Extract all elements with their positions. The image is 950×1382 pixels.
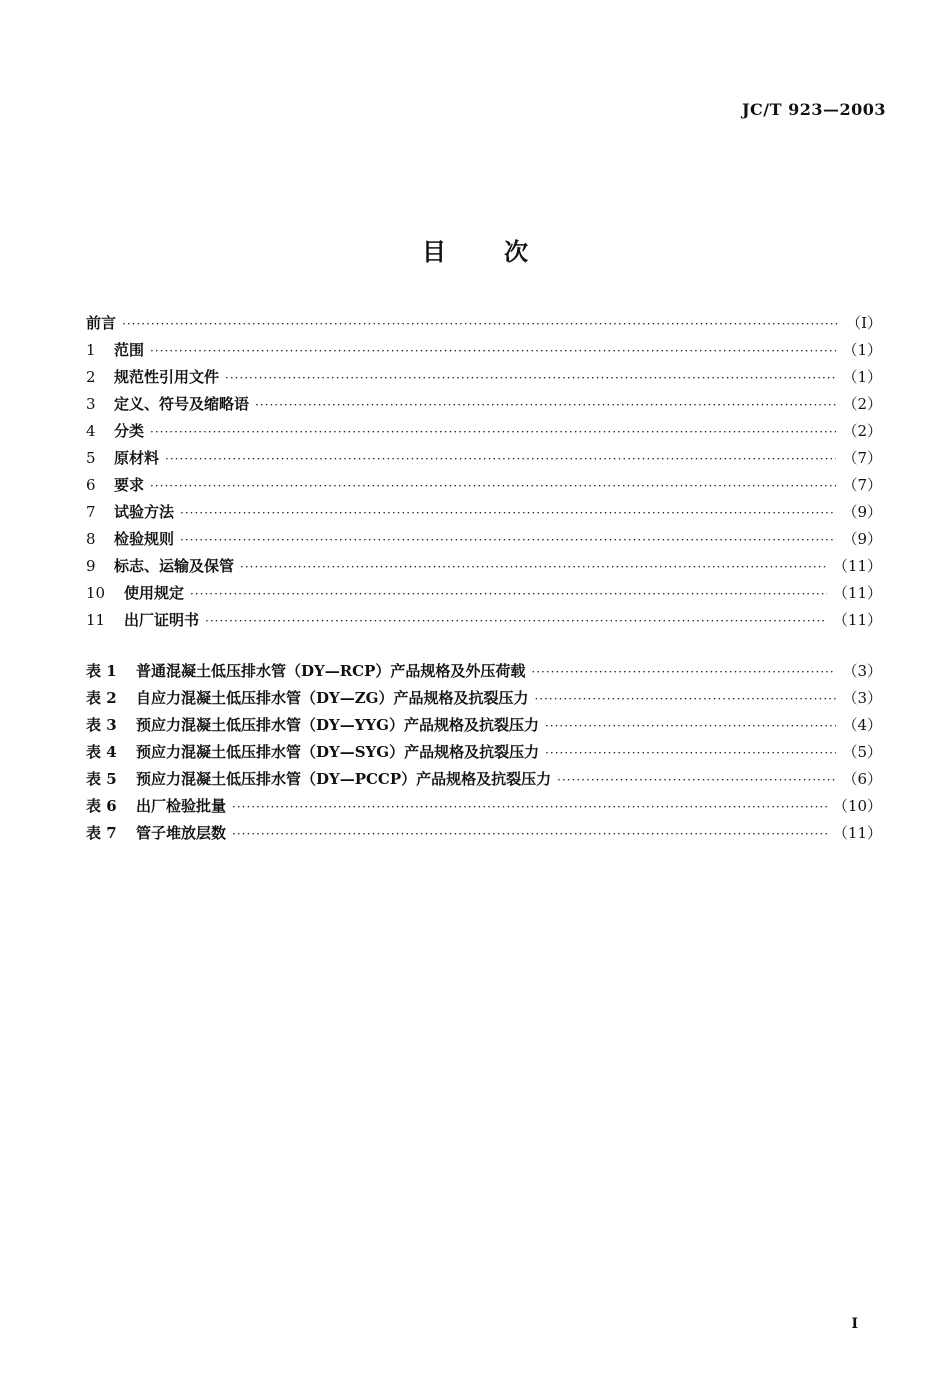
table-entry-label: 自应力混凝土低压排水管（DY—ZG）产品规格及抗裂压力 <box>136 689 529 707</box>
toc-leader <box>205 614 827 628</box>
toc-entry[interactable] <box>86 393 882 420</box>
toc-leader <box>545 719 837 733</box>
toc-leader <box>190 587 827 601</box>
toc-entry-page: （2） <box>842 395 882 413</box>
toc-entry-label: 原材料 <box>114 449 160 467</box>
toc-entry-label: 规范性引用文件 <box>114 368 220 386</box>
toc-entry-page: （9） <box>842 503 882 521</box>
toc-entry-page: （1） <box>842 368 882 386</box>
toc-entry-number: 6 <box>86 476 96 494</box>
page-title <box>0 232 950 267</box>
table-entry[interactable] <box>86 768 882 795</box>
toc-entry-label: 前言 <box>86 314 117 332</box>
toc-tables <box>86 660 882 849</box>
toc-entry-page: （11） <box>832 584 882 602</box>
toc-entry-label: 检验规则 <box>114 530 175 548</box>
toc-leader <box>557 773 836 787</box>
toc-entry-number: 5 <box>86 449 96 467</box>
title-char-1: 目 <box>422 237 446 266</box>
toc-entry[interactable] <box>86 366 882 393</box>
toc-entry-label: 试验方法 <box>114 503 175 521</box>
toc-entry[interactable] <box>86 339 882 366</box>
table-entry-page: （10） <box>832 797 882 815</box>
toc-entry-page: （Ⅰ） <box>846 314 882 332</box>
toc-entry-page: （9） <box>842 530 882 548</box>
toc-entry-number: 2 <box>86 368 96 386</box>
toc-leader <box>165 452 836 466</box>
toc-entry-number: 10 <box>86 584 106 602</box>
table-entry-number: 表 2 <box>86 689 117 707</box>
toc-entry[interactable] <box>86 312 882 339</box>
toc-entry[interactable] <box>86 555 882 582</box>
table-entry-label: 管子堆放层数 <box>136 824 227 842</box>
toc-entry-page: （1） <box>842 341 882 359</box>
toc-entry-number: 9 <box>86 557 96 575</box>
toc-entry-number: 8 <box>86 530 96 548</box>
toc-entry-label: 分类 <box>114 422 145 440</box>
toc-leader <box>150 425 836 439</box>
table-entry-number: 表 1 <box>86 662 117 680</box>
toc-leader <box>122 317 840 331</box>
toc-entry[interactable] <box>86 447 882 474</box>
standard-code: JC/T 923—2003 <box>741 100 886 119</box>
table-entry-page: （3） <box>842 662 882 680</box>
toc-entry-page: （11） <box>832 611 882 629</box>
table-entry-number: 表 4 <box>86 743 117 761</box>
toc-sections <box>86 312 882 636</box>
toc-entry-page: （7） <box>842 476 882 494</box>
toc-leader <box>150 479 836 493</box>
table-entry-label: 出厂检验批量 <box>136 797 227 815</box>
table-entry-number: 表 7 <box>86 824 117 842</box>
toc-entry-number: 11 <box>86 611 106 629</box>
toc-leader <box>240 560 827 574</box>
table-entry-page: （4） <box>842 716 882 734</box>
toc-entry-number: 3 <box>86 395 96 413</box>
toc-entry-number: 7 <box>86 503 96 521</box>
table-entry-label: 预应力混凝土低压排水管（DY—SYG）产品规格及抗裂压力 <box>136 743 540 761</box>
table-entry-number: 表 5 <box>86 770 117 788</box>
toc-entry[interactable] <box>86 609 882 636</box>
table-entry[interactable] <box>86 660 882 687</box>
toc-leader <box>180 533 836 547</box>
table-entry-page: （6） <box>842 770 882 788</box>
toc-entry[interactable] <box>86 501 882 528</box>
toc-leader <box>232 800 827 814</box>
toc-leader <box>225 371 836 385</box>
table-entry-label: 预应力混凝土低压排水管（DY—PCCP）产品规格及抗裂压力 <box>136 770 552 788</box>
toc-leader <box>232 827 827 841</box>
table-entry[interactable] <box>86 687 882 714</box>
table-entry-page: （3） <box>842 689 882 707</box>
title-char-2: 次 <box>504 237 528 266</box>
table-entry-page: （5） <box>842 743 882 761</box>
toc-entry-label: 范围 <box>114 341 145 359</box>
toc-entry-label: 定义、符号及缩略语 <box>114 395 250 413</box>
page-number: Ⅰ <box>851 1316 858 1332</box>
table-entry[interactable] <box>86 714 882 741</box>
toc-entry-label: 出厂证明书 <box>124 611 200 629</box>
toc-entry-label: 使用规定 <box>124 584 185 602</box>
table-entry-number: 表 6 <box>86 797 117 815</box>
toc-entry-label: 要求 <box>114 476 145 494</box>
toc-leader <box>150 344 836 358</box>
table-entry[interactable] <box>86 741 882 768</box>
toc-entry[interactable] <box>86 420 882 447</box>
toc-leader <box>255 398 836 412</box>
table-entry-label: 预应力混凝土低压排水管（DY—YYG）产品规格及抗裂压力 <box>136 716 539 734</box>
table-entry-label: 普通混凝土低压排水管（DY—RCP）产品规格及外压荷载 <box>136 662 526 680</box>
table-entry[interactable] <box>86 795 882 822</box>
table-entry-page: （11） <box>832 824 882 842</box>
toc-leader <box>545 746 836 760</box>
toc-leader <box>531 665 836 679</box>
toc-leader <box>180 506 836 520</box>
toc-entry-page: （7） <box>842 449 882 467</box>
table-entry-number: 表 3 <box>86 716 117 734</box>
toc-entry[interactable] <box>86 582 882 609</box>
toc-entry[interactable] <box>86 528 882 555</box>
toc-entry-number: 1 <box>86 341 96 359</box>
toc-entry-number: 4 <box>86 422 96 440</box>
toc-leader <box>534 692 836 706</box>
toc-entry-page: （11） <box>832 557 882 575</box>
table-entry[interactable] <box>86 822 882 849</box>
toc-entry-page: （2） <box>842 422 882 440</box>
toc-entry[interactable] <box>86 474 882 501</box>
toc-entry-label: 标志、运输及保管 <box>114 557 235 575</box>
